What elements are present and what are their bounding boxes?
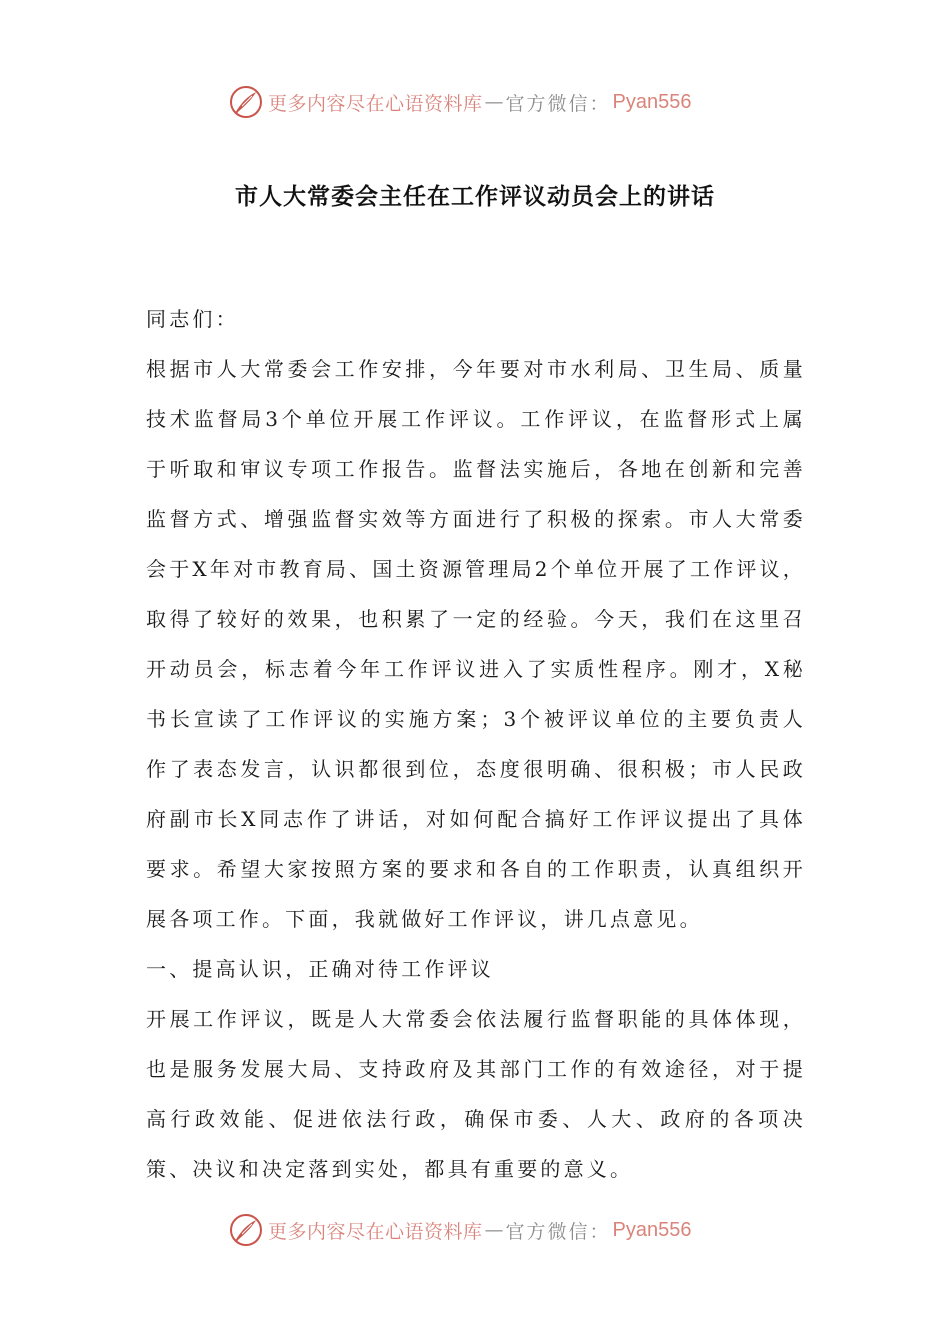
quill-pen-icon — [228, 84, 264, 120]
watermark-wechat-label: 官方微信： — [505, 92, 611, 115]
document-body — [146, 294, 806, 1194]
paragraph-section-1: 开展工作评议，既是人大常委会依法履行监督职能的具体体现，也是服务发展大局、支持政府及其部门工作的有效途径，对于提高行政效能、促进依法行政，确保市委、人大、政府的各项决策、决议和决定落到实处，都具有重要的意义。 — [146, 1007, 806, 1181]
watermark-separator: — — [484, 1219, 504, 1241]
watermark-account: Pyan556 — [612, 90, 692, 113]
watermark-banner-top — [228, 82, 692, 122]
salutation: 同志们： — [146, 307, 239, 331]
watermark-wechat-label: 官方微信： — [505, 1220, 611, 1243]
paragraph-intro: 根据市人大常委会工作安排，今年要对市水利局、卫生局、质量技术监督局3个单位开展工作评议。工作评议，在监督形式上属于听取和审议专项工作报告。监督法实施后，各地在创新和完善监督方式、增强监督实效等方面进行了积极的探索。市人大常委会于X年对市教育局、国土资源管理局2个单位开展了工作评议，取得了较好的效果，也积累了一定的经验。今天，我们在这里召开动员会，标志着今年工作评议进入了实质性程序。刚才，X秘书长宣读了工作评议的实施方案；3个被评议单位的主要负责人作了表态发言，认识都很到位，态度很明确、很积极；市人民政府副市长X同志作了讲话，对如何配合搞好工作评议提出了具体要求。希望大家按照方案的要求和各自的工作职责，认真组织开展各项工作。下面，我就做好工作评议，讲几点意见。 — [146, 357, 806, 931]
document-title: 市人大常委会主任在工作评议动员会上的讲话 — [235, 184, 715, 210]
watermark-separator: — — [484, 91, 504, 113]
section-heading-1: 一、提高认识，正确对待工作评议 — [146, 957, 494, 981]
watermark-account: Pyan556 — [612, 1218, 692, 1241]
watermark-banner-bottom — [228, 1210, 692, 1250]
watermark-site-name: 更多内容尽在心语资料库 — [268, 92, 483, 115]
quill-pen-icon — [228, 1212, 264, 1248]
watermark-site-name: 更多内容尽在心语资料库 — [268, 1220, 483, 1243]
